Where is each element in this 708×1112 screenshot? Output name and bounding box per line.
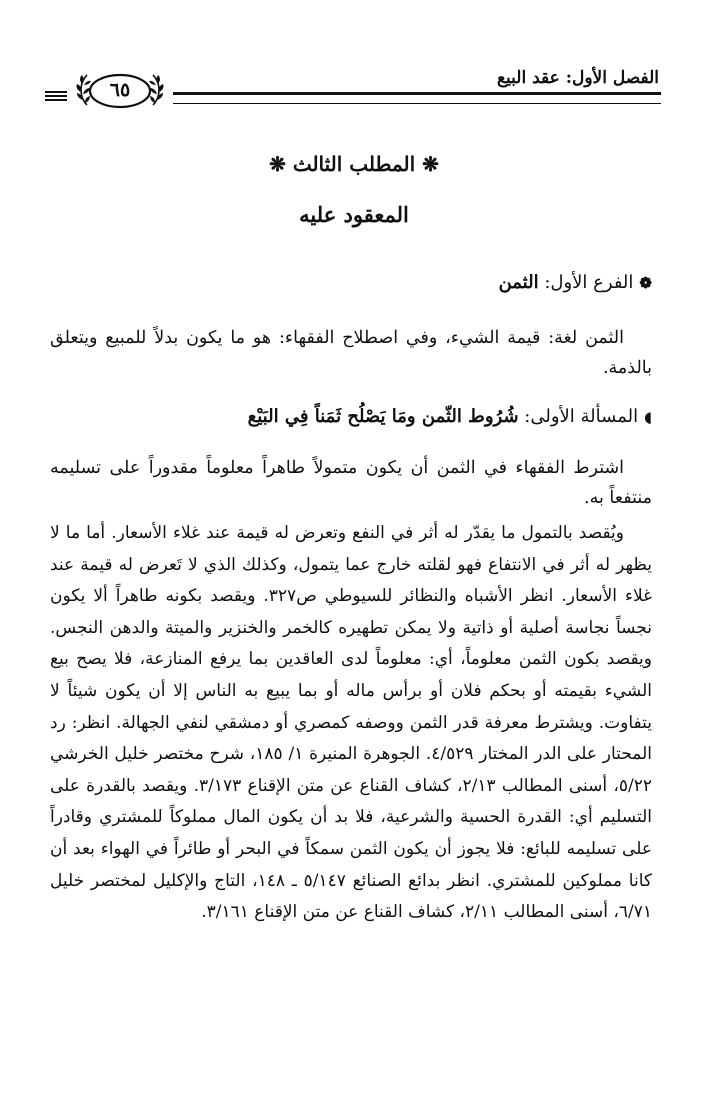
page-number-badge xyxy=(73,69,167,113)
main-heading: المعقود عليه xyxy=(299,202,409,227)
branch-name: الثمن xyxy=(498,272,539,293)
circle-bullet-icon: ◖ xyxy=(644,408,652,426)
branch-title xyxy=(499,272,652,293)
running-header xyxy=(45,62,661,110)
section-heading: ❋ المطلب الثالث ❋ xyxy=(269,152,439,176)
page-number: ٦٥ xyxy=(109,79,131,101)
definition-paragraph: الثمن لغة: قيمة الشيء، وفي اصطلاح الفقهاء: هو ما يكون بدلاً للمبيع ويتعلق بالذمة. xyxy=(50,328,652,378)
branch-prefix: الفرع الأول: xyxy=(544,272,634,293)
conditions-paragraph: اشترط الفقهاء في الثمن أن يكون متمولاً طاهراً معلوماً مقدوراً على تسليمه منتفعاً به. xyxy=(50,458,652,508)
running-title: الفصل الأول: عقد البيع xyxy=(496,68,659,88)
footnote: ويُقصد بالتمول ما يقدّر له أثر في النفع وتعرض له قيمة عند غلاء الأسعار. أما ما لا يظهر له أثر في الانتفاع فهو لقلته خارج عما يتمول، وكذلك الذي لا تَعرض له قيمة عند غلاء الأسعار. انظر الأشباه والنظائر للسيوطي ص٣٢٧. ويقصد بكونه طاهراً ألا يكون نجساً نجاسة أصلية أو ذاتية ولا يمكن تطهيره كالخمر والخنزير والميتة والدهن النجس. ويقصد بكون الثمن معلوماً، أي: معلوماً لدى العاقدين بما يرفع المنازعة، فلا يصح بيع الشيء بقيمته أو بحكم فلان أو برأس ماله أو بما يبيع به الناس إلا أن يكون شيئاً لا يتفاوت. ويشترط معرفة قدر الثمن ووصفه كمصري أو دمشقي لنفي الجهالة. انظر: رد المحتار على الدر المختار ٤/٥٢٩. الجوهرة المنيرة ١/ ١٨٥، شرح مختصر خليل الخرشي ٥/٢٢، أسنى المطالب ٢/١٣، كشاف القناع عن متن الإقناع ٣/١٧٣. ويقصد بالقدرة على التسليم أي: القدرة الحسية والشرعية، فلا بد أن يكون المال مملوكاً للمشتري وقادراً على تسليمه للبائع: فلا يجوز أن يكون الثمن سمكاً في البحر أو طائراً في الهواء بعد أن كانا مملوكين للمشتري. انظر بدائع الصنائع ٥/١٤٧ ـ ١٤٨، التاج والإكليل لمختصر خليل ٦/٧١، أسنى المطالب ٢/١١، كشاف القناع عن متن الإقناع ٣/١٦١. xyxy=(50,523,652,923)
issue-name: شُرُوط الثّمن ومَا يَصْلُح ثَمَناً فِي البَيْع xyxy=(247,406,519,427)
header-dashes xyxy=(45,91,67,101)
rosette-bullet-icon: ❁ xyxy=(639,274,652,292)
issue-title xyxy=(248,406,652,427)
issue-prefix: المسألة الأولى: xyxy=(524,406,639,427)
header-rule xyxy=(173,92,661,104)
